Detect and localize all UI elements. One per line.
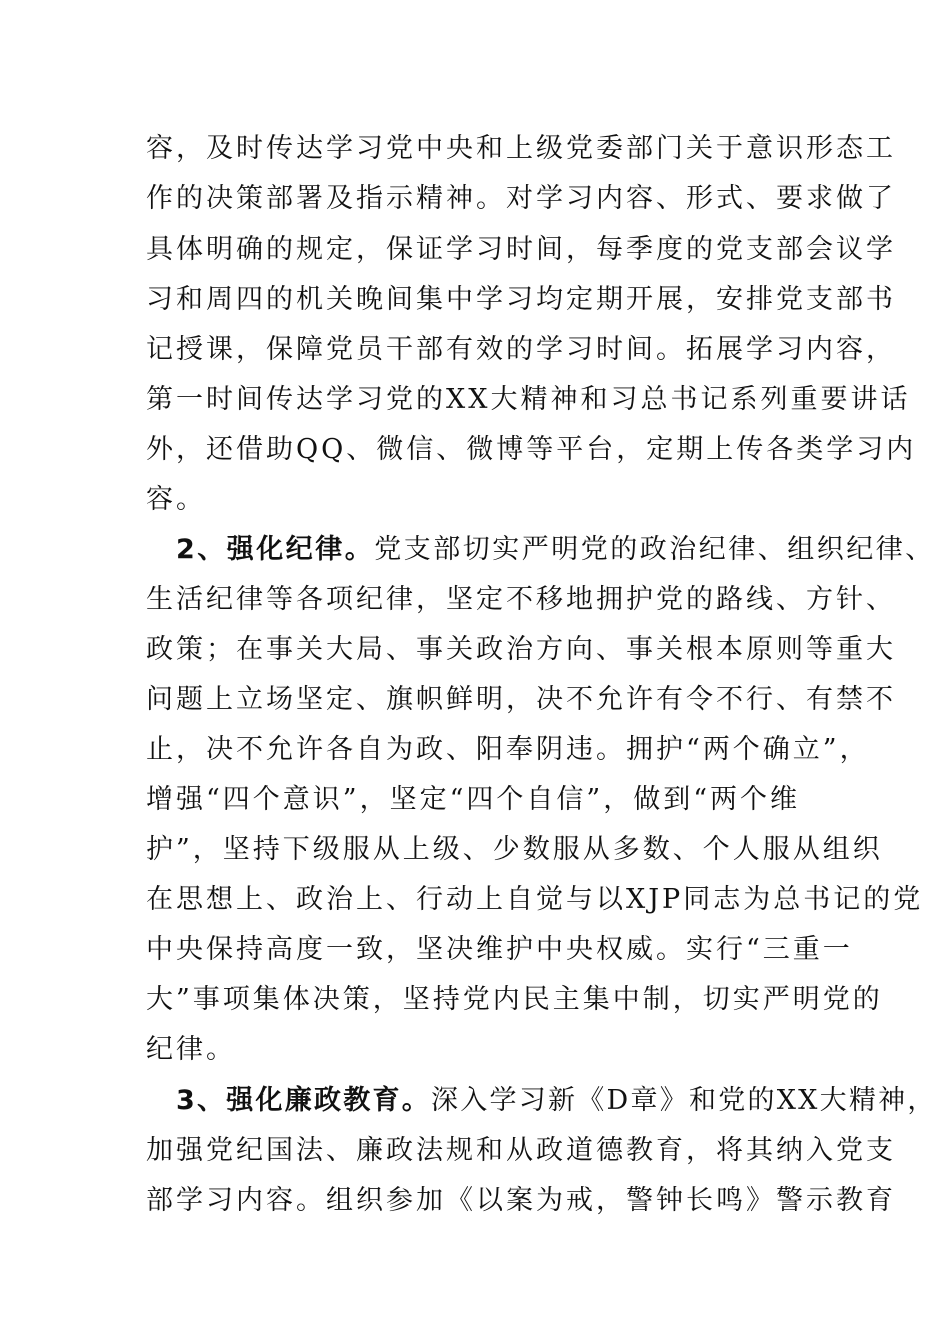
- paragraph1-line-3: 具体明确的规定，保证学习时间，每季度的党支部会议学: [146, 234, 896, 265]
- paragraph3-line-3: 部学习内容。组织参加《以案为戒，警钟长鸣》警示教育: [146, 1185, 896, 1216]
- paragraph2-line-8: 在思想上、政治上、行动上自觉与以XJP同志为总书记的党: [146, 884, 924, 915]
- paragraph2-first-line-text: 党支部切实严明党的政治纪律、组织纪律、: [374, 534, 935, 565]
- paragraph2-line-4: 问题上立场坚定、旗帜鲜明，决不允许有令不行、有禁不: [146, 684, 896, 715]
- paragraph2-line-10: 大”事项集体决策，坚持党内民主集中制，切实严明党的: [146, 984, 883, 1015]
- paragraph1-line-2: 作的决策部署及指示精神。对学习内容、形式、要求做了: [146, 183, 896, 214]
- paragraph2-line-11: 纪律。: [146, 1034, 236, 1065]
- paragraph2-first-line: [176, 534, 935, 566]
- paragraph2-line-7: 护”，坚持下级服从上级、少数服从多数、个人服从组织: [146, 834, 883, 865]
- paragraph2-heading: 2、强化纪律。: [176, 534, 375, 565]
- paragraph1-line-8: 容。: [146, 484, 206, 515]
- paragraph1-line-7: 外，还借助QQ、微信、微博等平台，定期上传各类学习内: [146, 434, 917, 465]
- paragraph1-line-1: 容，及时传达学习党中央和上级党委部门关于意识形态工: [146, 133, 896, 164]
- paragraph1-line-4: 习和周四的机关晚间集中学习均定期开展，安排党支部书: [146, 284, 896, 315]
- paragraph2-line-5: 止，决不允许各自为政、阳奉阴违。拥护“两个确立”，: [146, 734, 870, 765]
- paragraph3-heading: 3、强化廉政教育。: [176, 1085, 432, 1116]
- paragraph3-first-line-text: 深入学习新《D章》和党的XX大精神，: [431, 1085, 937, 1116]
- paragraph3-line-2: 加强党纪国法、廉政法规和从政道德教育，将其纳入党支: [146, 1135, 896, 1166]
- paragraph3-first-line: [176, 1085, 937, 1117]
- paragraph2-line-6: 增强“四个意识”，坚定“四个自信”，做到“两个维: [146, 784, 801, 815]
- paragraph1-line-6: 第一时间传达学习党的XX大精神和习总书记系列重要讲话: [146, 384, 911, 415]
- paragraph2-line-9: 中央保持高度一致，坚决维护中央权威。实行“三重一: [146, 934, 853, 965]
- paragraph2-line-2: 生活纪律等各项纪律，坚定不移地拥护党的路线、方针、: [146, 584, 896, 615]
- paragraph1-line-5: 记授课，保障党员干部有效的学习时间。拓展学习内容，: [146, 334, 896, 365]
- paragraph2-line-3: 政策；在事关大局、事关政治方向、事关根本原则等重大: [146, 634, 896, 665]
